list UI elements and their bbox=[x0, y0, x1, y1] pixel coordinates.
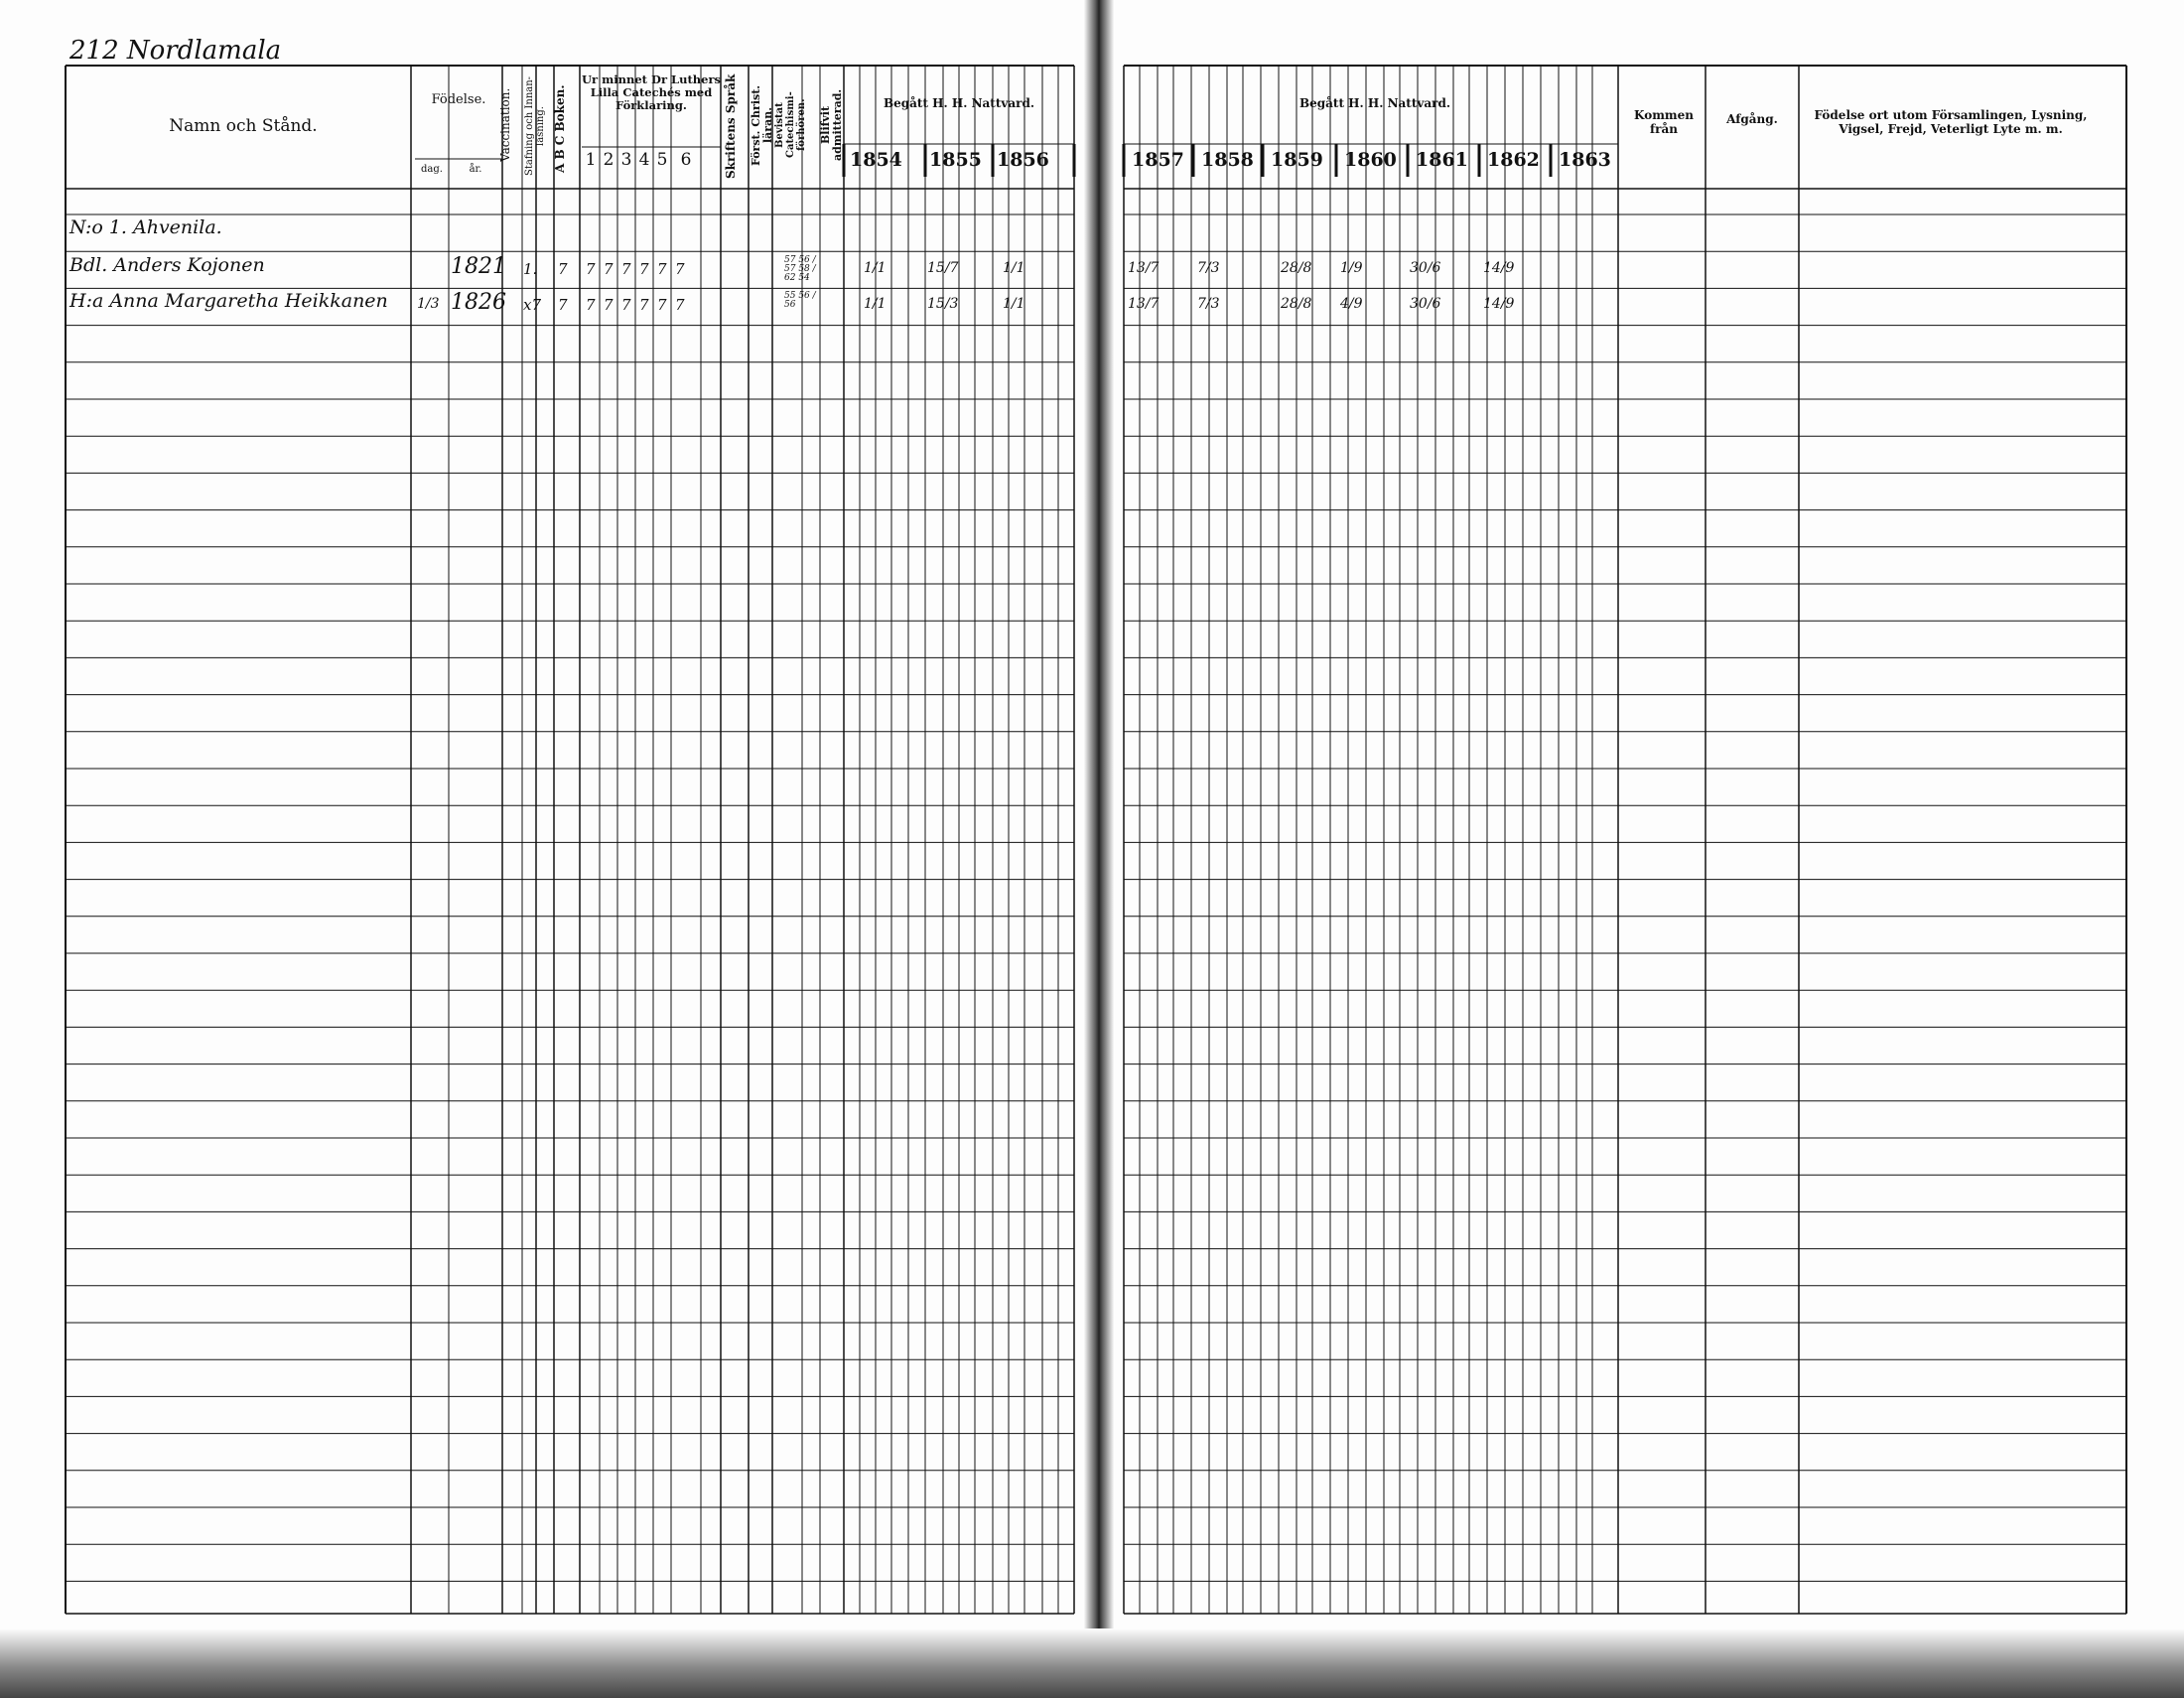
row-name: Bdl. Anders Kojonen bbox=[69, 254, 265, 276]
year-right-1860: 1860 bbox=[1344, 149, 1397, 171]
row-y1854: 1/1 bbox=[864, 296, 887, 312]
header-begatt-left: Begått H. H. Nattvard. bbox=[883, 96, 1035, 110]
row-y1862: 14/9 bbox=[1483, 296, 1515, 312]
row-catechism-mark: 7 bbox=[604, 260, 614, 278]
year-left-1856: 1856 bbox=[997, 149, 1049, 171]
row-name: H:a Anna Margaretha Heikkanen bbox=[69, 290, 388, 312]
header-kommen-fran: Kommen från bbox=[1634, 108, 1694, 136]
row-birth-year: 1821 bbox=[451, 254, 506, 279]
catechism-num-3: 3 bbox=[620, 150, 632, 170]
year-right-1861: 1861 bbox=[1416, 149, 1468, 171]
header-bevistat: Bevistat Catechismi-förhören. bbox=[774, 91, 807, 159]
row-birth-day: 1/3 bbox=[417, 296, 440, 312]
header-vaccination: Vaccination. bbox=[498, 87, 512, 163]
header-abc: A B C Boken. bbox=[553, 84, 567, 174]
row-y1862: 14/9 bbox=[1483, 260, 1515, 276]
header-begatt-right: Begått H. H. Nattvard. bbox=[1298, 96, 1451, 110]
row-catechism-mark: 7 bbox=[639, 260, 649, 278]
row-catechism-mark: 7 bbox=[621, 260, 631, 278]
year-right-1863: 1863 bbox=[1559, 149, 1611, 171]
catechism-num-4: 4 bbox=[638, 150, 650, 170]
header-skriftens-sprak: Skriftens Språk bbox=[724, 73, 738, 179]
row-abc: 7 bbox=[558, 260, 568, 278]
header-stafning: Stafning och Innan-läsning. bbox=[524, 75, 546, 177]
page-header: 212 Nordlamala bbox=[69, 36, 282, 66]
row-y1857: 13/7 bbox=[1128, 296, 1160, 312]
year-left-1854: 1854 bbox=[850, 149, 902, 171]
row-y1857: 13/7 bbox=[1128, 260, 1160, 276]
header-fodelse-ort: Födelse ort utom Församlingen, Lysning, Vigsel, Frejd, Veterligt Lyte m. m. bbox=[1814, 108, 2088, 136]
catechism-num-6: 6 bbox=[680, 150, 692, 170]
row-y1860: 4/9 bbox=[1340, 296, 1363, 312]
header-afgang: Afgång. bbox=[1726, 112, 1778, 126]
row-y1859: 28/8 bbox=[1281, 296, 1312, 312]
page-bottom-shadow bbox=[0, 1628, 2184, 1698]
row-stafning: x7 bbox=[523, 296, 542, 314]
header-forst-christ: Först. Christ. läran. bbox=[750, 84, 775, 166]
catechism-num-5: 5 bbox=[656, 150, 668, 170]
row-forhor: 55 56 / 56 bbox=[784, 291, 816, 310]
header-fodelse: Födelse. bbox=[431, 92, 486, 107]
row-y1858: 7/3 bbox=[1197, 260, 1220, 276]
row-y1859: 28/8 bbox=[1281, 260, 1312, 276]
row-catechism-mark: 7 bbox=[675, 260, 685, 278]
row-catechism-mark: 7 bbox=[657, 296, 667, 314]
row-catechism-mark: 7 bbox=[675, 296, 685, 314]
row-y1860: 1/9 bbox=[1340, 260, 1363, 276]
row-y1856: 1/1 bbox=[1003, 296, 1025, 312]
year-right-1862: 1862 bbox=[1487, 149, 1540, 171]
catechism-num-2: 2 bbox=[603, 150, 614, 170]
year-left-1855: 1855 bbox=[929, 149, 982, 171]
row-y1854: 1/1 bbox=[864, 260, 887, 276]
year-right-1858: 1858 bbox=[1201, 149, 1254, 171]
row-y1858: 7/3 bbox=[1197, 296, 1220, 312]
row-y1855: 15/7 bbox=[927, 260, 959, 276]
row-y1856: 1/1 bbox=[1003, 260, 1025, 276]
header-namn: Namn och Stånd. bbox=[169, 116, 318, 136]
row-y1861: 30/6 bbox=[1410, 296, 1441, 312]
row-stafning: 1. bbox=[523, 260, 538, 278]
row-catechism-mark: 7 bbox=[621, 296, 631, 314]
row-catechism-mark: 7 bbox=[639, 296, 649, 314]
row-y1855: 15/3 bbox=[927, 296, 959, 312]
row-birth-year: 1826 bbox=[451, 290, 506, 315]
row-catechism-mark: 7 bbox=[604, 296, 614, 314]
header-dag: dag. bbox=[421, 164, 443, 175]
header-ur-minnet: Ur minnet Dr Luthers Lilla Catechés med Förklaring. bbox=[582, 72, 721, 113]
book-gutter bbox=[1084, 0, 1114, 1698]
catechism-num-1: 1 bbox=[585, 150, 597, 170]
row-forhor: 57 56 / 57 58 / 62 54 bbox=[784, 255, 816, 283]
year-right-1859: 1859 bbox=[1271, 149, 1323, 171]
row-catechism-mark: 7 bbox=[586, 296, 596, 314]
row-name: N:o 1. Ahvenila. bbox=[69, 216, 222, 238]
header-blifvit: Blifvit admitterad. bbox=[819, 88, 845, 162]
row-y1861: 30/6 bbox=[1410, 260, 1441, 276]
header-ar: år. bbox=[469, 164, 482, 175]
row-abc: 7 bbox=[558, 296, 568, 314]
year-right-1857: 1857 bbox=[1132, 149, 1184, 171]
row-catechism-mark: 7 bbox=[586, 260, 596, 278]
row-catechism-mark: 7 bbox=[657, 260, 667, 278]
